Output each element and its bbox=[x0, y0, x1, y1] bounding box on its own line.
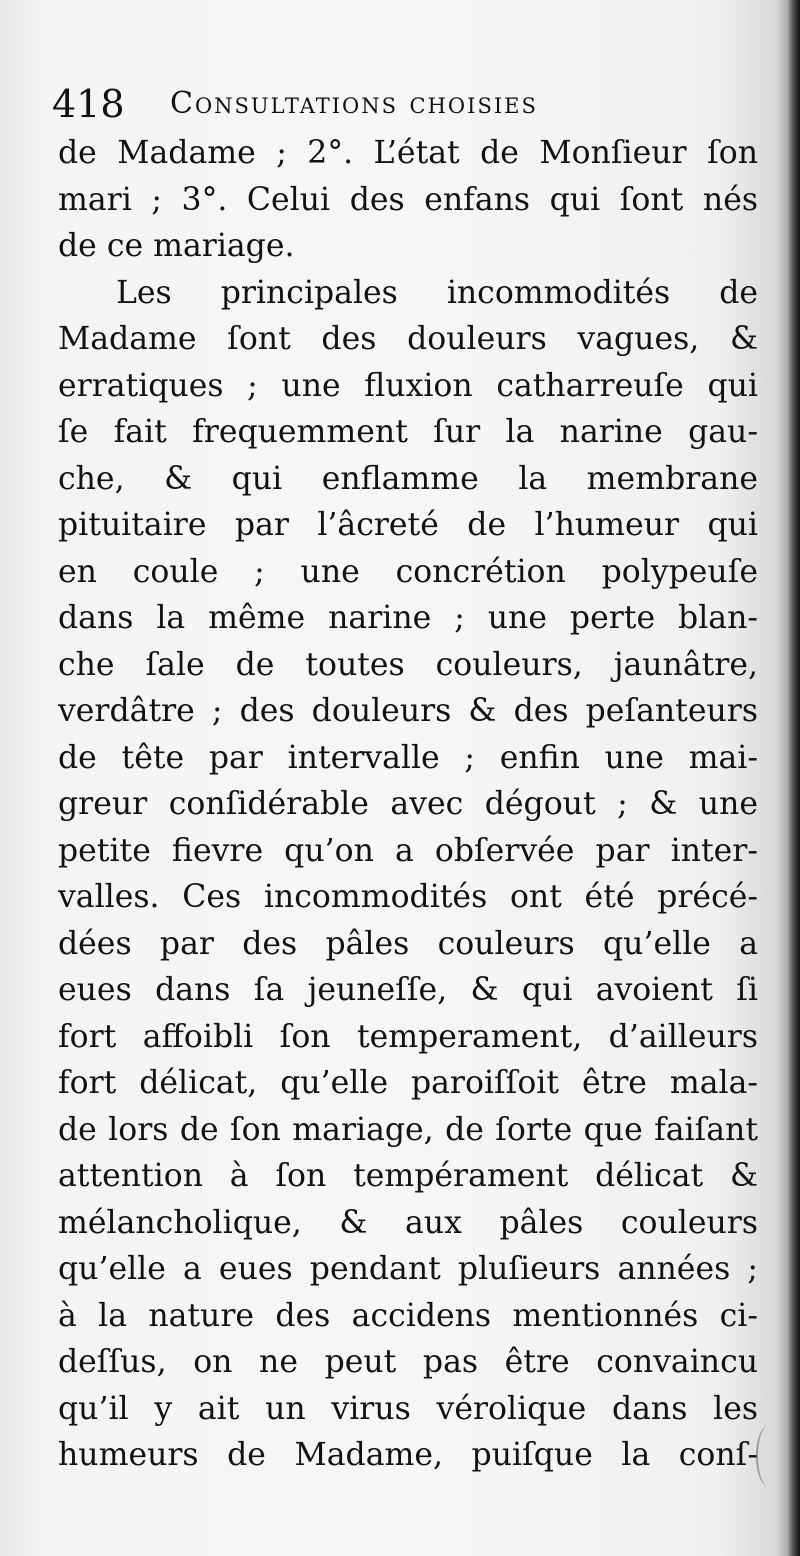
text-line: che ſale de toutes couleurs, jaunâtre, bbox=[58, 646, 758, 683]
text-line: dées par des pâles couleurs qu’elle a bbox=[58, 925, 758, 962]
text-line: verdâtre ; des douleurs & des peſanteurs bbox=[58, 693, 758, 729]
text-line: valles. Ces incommodités ont été précé- bbox=[58, 879, 758, 915]
text-line: humeurs de Madame, puiſque la conſ- bbox=[58, 1437, 758, 1473]
text-line: pituitaire par l’âcreté de l’humeur qui bbox=[58, 507, 758, 543]
text-line: qu’elle a eues pendant pluſieurs années ; bbox=[58, 1251, 758, 1287]
body-text bbox=[58, 130, 758, 1479]
text-line: mélancholique, & aux pâles couleurs bbox=[58, 1204, 758, 1241]
text-line: de lors de ſon mariage, de ſorte que faiſant bbox=[58, 1111, 758, 1148]
text-line: erratiques ; une fluxion catharreuſe qui bbox=[58, 367, 758, 404]
text-line: mari ; 3°. Celui des enfans qui ſont nés bbox=[58, 181, 758, 218]
text-line: de Madame ; 2°. L’état de Monſieur ſon bbox=[58, 135, 758, 171]
text-line: deſſus, on ne peut pas être convaincu bbox=[58, 1344, 758, 1380]
text-line: petite fievre qu’on a obſervée par inter- bbox=[58, 832, 758, 869]
page-curl bbox=[756, 1426, 780, 1486]
text-line: dans la même narine ; une perte blan- bbox=[58, 600, 758, 636]
text-line: ſe fait frequemment ſur la narine gau- bbox=[58, 414, 758, 450]
page-number: 418 bbox=[52, 82, 125, 126]
page-header bbox=[52, 78, 772, 130]
text-line: greur conſidérable avec dégout ; & une bbox=[58, 786, 758, 822]
text-line: Les principales incommodités de bbox=[116, 274, 758, 311]
text-line: attention à ſon tempérament délicat & bbox=[58, 1158, 758, 1194]
text-line: de tête par intervalle ; enfin une mai- bbox=[58, 739, 758, 776]
text-line: fort délicat, qu’elle paroiſſoit être mala- bbox=[58, 1065, 758, 1101]
text-line: Madame ſont des douleurs vagues, & bbox=[58, 321, 758, 357]
text-line: che, & qui enflamme la membrane bbox=[58, 460, 758, 497]
text-line: eues dans ſa jeuneſſe, & qui avoient ſi bbox=[58, 972, 758, 1008]
text-line: en coule ; une concrétion polypeuſe bbox=[58, 553, 758, 590]
text-line: qu’il y ait un virus vérolique dans les bbox=[58, 1390, 758, 1427]
running-title: Consultations choisies bbox=[170, 86, 538, 121]
text-line: à la nature des accidens mentionnés ci- bbox=[58, 1297, 758, 1334]
text-line: fort affoibli ſon temperament, d’ailleurs bbox=[58, 1018, 758, 1055]
text-line: de ce mariage. bbox=[58, 228, 295, 264]
page-edge-shadow bbox=[786, 0, 800, 1556]
